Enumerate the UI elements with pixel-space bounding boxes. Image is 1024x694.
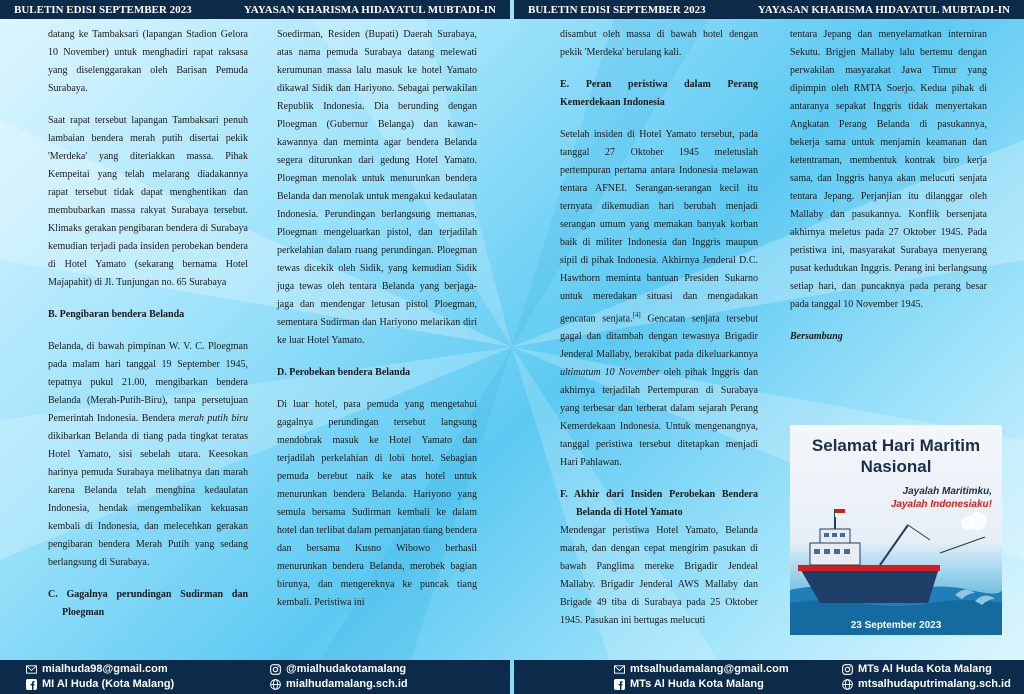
ship-illustration (790, 425, 1002, 635)
foundation-name: YAYASAN KHARISMA HIDAYATUL MUBTADI-IN (757, 3, 1010, 16)
section-heading: B. Pengibaran bendera Belanda (48, 309, 185, 320)
footer-instagram[interactable]: @mialhudakotamalang (270, 663, 406, 675)
footer-left (0, 660, 510, 694)
footer-website[interactable]: mialhudamalang.sch.id (270, 678, 408, 690)
paragraph: tentara Jepang dan menyelamatkan interniran Sekutu. Brigjen Mallaby lalu bertemu dengan perwakilan masyarakat Jawa Timur yang dipimpin oleh RMTA Soerjo. Kedua pihak di antaranya sepakat Inggris tidak menyertakan Angkatan Perang Belanda di pasukannya, bekerja sama untuk menjamin keamanan dan ketentraman, membentuk kontrak biro kerja sama, dan Inggris hanya akan melucuti senjata tentara Jepang. Perjanjian itu dilanggar oleh Mallaby dan pasukannya. Konflik bersenjata akhirnya meletus pada 27 Oktober 1945. Pada peristiwa ini, masyarakat Surabaya menyerang pusat kedudukan Inggris. Perang ini berlangsung setiap hari, dan puncaknya pada perang besar pada tanggal 10 November 1945. (790, 29, 987, 310)
paragraph: Belanda, di bawah pimpinan W. V. C. Ploegman pada malam hari tanggal 19 September 1945, tepatnya pukul 21.00, mengibarkan bendera Belanda (Merah-Putih-Biru), tanpa persetujuan Pemerintah Indonesia. Bendera merah putih biru dikibarkan Belanda di tiang pada tingkat teratas Hotel Yamato, sisi sebelah utara. Keesokan harinya pemuda Surabaya melihatnya dan marah karena Belanda telah menghina kedaulatan Indonesia, hendak mengembalikan kekuasan kembali di Indonesia, dan melecehkan gerakan pengibaran bendera Merah Putih yang sedang berlangsung di Surabaya. (48, 341, 249, 568)
section-heading: D. Perobekan bendera Belanda (277, 367, 411, 378)
paragraph: datang ke Tambaksari (lapangan Stadion Gelora 10 November) untuk menghadiri rapat raksasa yang diselenggarakan oleh Barisan Pemuda Surabaya. (48, 29, 248, 94)
maritime-day-poster (790, 425, 1002, 635)
paragraph: Setelah insiden di Hotel Yamato tersebut, pada tanggal 27 Oktober 1945 meletuslah pertempuran pertama antara Indonesia melawan tentara AFNEI. Serangan-serangan kecil itu ternyata dikemudian hari berubah menjadi serangan umum yang memakan banyak korban baik di militer Indonesia dan Inggris maupun sipil di pihak Indonesia. Akhirnya Jenderal D.C. Hawthorn meminta bantuan Presiden Sukarno untuk meredakan situasi dan mengadakan gencatan senjata.[4] Gencatan senjata tersebut gagal dan ditambah dengan tewasnya Brigadir Jenderal Mallaby, berakibat pada dikeluarkannya ultimatum 10 November oleh pihak Inggris dan akhirnya terjadilah Pertempuran di Surabaya yang terbesar dan terberat dalam sejarah Perang Kemerdekaan Indonesia. Untuk mengenangnya, tanggal peristiwa tersebut ditetapkan menjadi Hari Pahlawan. (560, 129, 758, 469)
article-column-2 (277, 26, 477, 626)
paragraph: Saat rapat tersebut lapangan Tambaksari penuh lambaian bendera merah putih disertai pekik 'Merdeka' yang diteriakkan massa. Pihak Kempeitai yang telah melarang diadakannya rapat tersebut tidak dapat menghentikan dan membubarkan massa rakyat Surabaya tersebut. Klimaks gerakan pengibaran bendera di Surabaya kemudian terjadi pada insiden perobekan bendera di Hotel Yamato (sekarang bernama Hotel Majapahit) di Jl. Tunjungan no. 65 Surabaya (48, 115, 248, 288)
paragraph: disambut oleh massa di bawah hotel dengan pekik 'Merdeka' berulang kali. (560, 29, 758, 58)
edition-title: BULETIN EDISI SEPTEMBER 2023 (14, 3, 192, 16)
facebook-icon (26, 679, 37, 690)
edition-title: BULETIN EDISI SEPTEMBER 2023 (528, 3, 706, 16)
article-column-3 (560, 26, 758, 644)
poster-slogan: Jayalah Maritimku, Jayalah Indonesiaku! (890, 486, 992, 510)
footer-right (514, 660, 1024, 694)
section-heading: F. Akhir dari Insiden Perobekan Bendera Belanda di Hotel Yamato (560, 489, 758, 519)
foundation-name: YAYASAN KHARISMA HIDAYATUL MUBTADI-IN (243, 3, 496, 16)
paragraph: Soedirman, Residen (Bupati) Daerah Surabaya, atas nama pemuda Surabaya datang melewati kerumunan massa lalu masuk ke hotel Yamato dikawal Sidik dan Hariyono. Sebagai perwakilan Republik Indonesia. Dia berunding dengan Ploegman (Gubernur Belanga) dan kawan-kawannya dan meminta agar bendera Belanda segera diturunkan dari gedung Hotel Yamato. Ploegman menolak untuk menurunkan bendera Belanda dan menolak untuk mengakui kedaulatan Indonesia. Perundingan berlangsung memanas, Ploegman mengeluarkan pistol, dan terjadilah perkelahian dalam ruang perundingan. Ploegman tewas dicekik oleh Sidik, yang kemudian Sidik juga tewas oleh tentara Belanda yang berjaga-jaga dan mendengar letusan pistol Ploegman, sementara Sudirman dan Hariyono melarikan diri ke luar Hotel Yamato. (277, 29, 477, 346)
envelope-icon (26, 664, 37, 675)
paragraph: Di luar hotel, para pemuda yang mengetahui gagalnya perundingan tersebut langsung mendobrak masuk ke Hotel Yamato dan terjadilah perkelahian di lobi hotel. Sebagian pemuda berebut naik ke atas hotel untuk menurunkan bendera Belanda. Hariyono yang semula bersama Sudirman kembali ke dalam hotel dan terlibat dalam pemanjatan tiang bendera dan bersama Kusno Wibowo berhasil menurunkan bendera Belanda, merobek bagian birunya, dan mengereknya ke puncak tiang kembali. Peristiwa ini (277, 399, 477, 608)
footer-website[interactable]: mtsalhudaputrimalang.sch.id (842, 678, 1011, 690)
article-column-1 (48, 26, 248, 636)
envelope-icon (614, 664, 625, 675)
section-heading: C. Gagalnya perundingan Sudirman dan Ploegman (48, 589, 248, 618)
section-heading: E. Peran peristiwa dalam Perang Kemerdekaan Indonesia (560, 79, 758, 108)
facebook-icon (614, 679, 625, 690)
footer-instagram[interactable]: MTs Al Huda Kota Malang (842, 663, 992, 675)
article-column-4 (790, 26, 987, 360)
footer-email[interactable]: mialhuda98@gmail.com (26, 663, 168, 675)
poster-title: Selamat Hari Maritim Nasional (811, 436, 981, 476)
globe-icon (270, 679, 281, 690)
header-left (0, 0, 510, 19)
paragraph: Mendengar peristiwa Hotel Yamato, Belanda marah, dan dengan cepat mengirim pasukan di bawah Panglima mereke Brigadir Jendeal Mallaby. Brigadir Jenderal AWS Mallaby dan Brigade 49 tiba di Surabaya pada 25 Oktober 1945. Pasukan ini bertugas melucuti (560, 525, 758, 627)
instagram-icon (842, 664, 853, 675)
citation: [4] (632, 311, 641, 319)
footer-facebook[interactable]: MTs Al Huda Kota Malang (614, 678, 764, 690)
footer-facebook[interactable]: MI Al Huda (Kota Malang) (26, 678, 174, 690)
footer-email[interactable]: mtsalhudamalang@gmail.com (614, 663, 789, 675)
continued-note: Bersambung (790, 331, 843, 342)
instagram-icon (270, 664, 281, 675)
header-right (514, 0, 1024, 19)
poster-date: 23 September 2023 (850, 620, 942, 631)
globe-icon (842, 679, 853, 690)
